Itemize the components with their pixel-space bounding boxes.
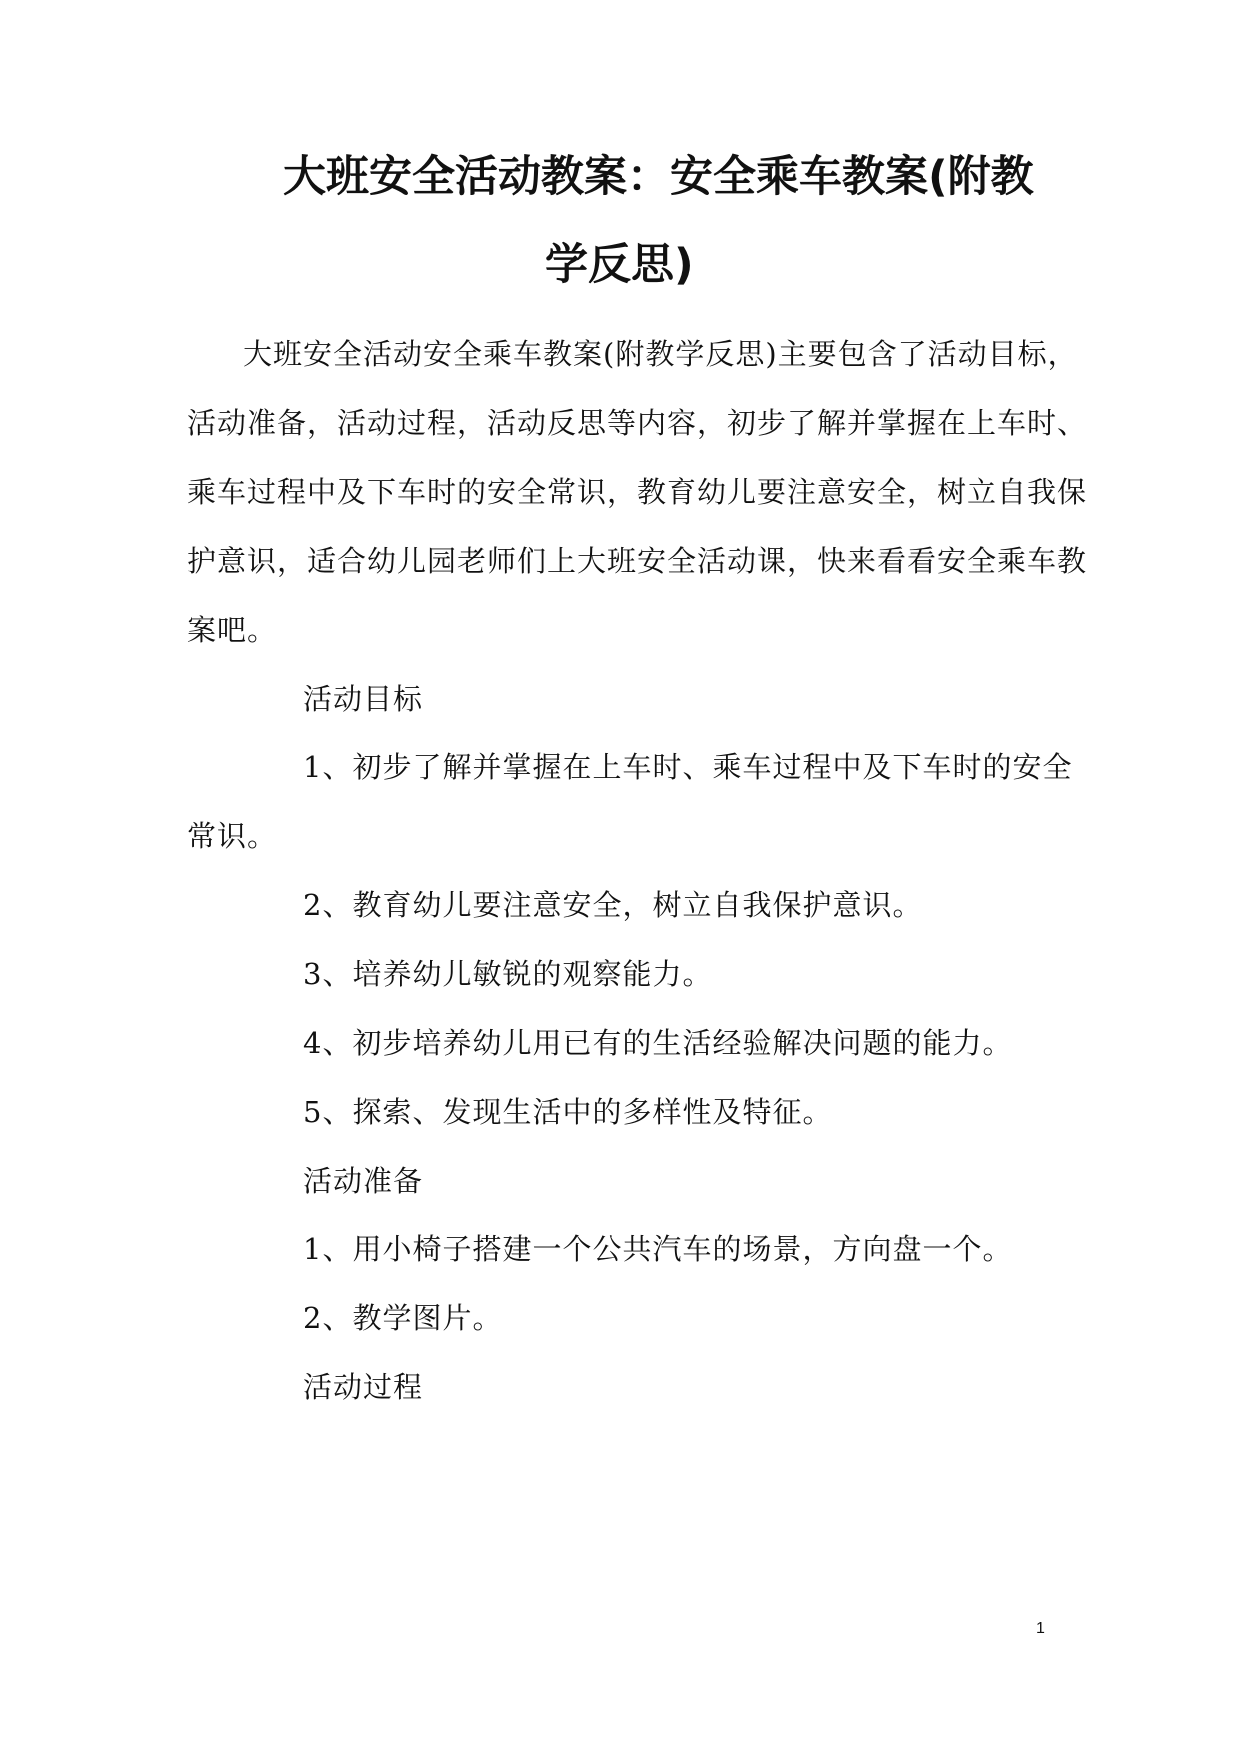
goals-heading: 活动目标 [303, 682, 424, 716]
page-number: 1 [1036, 1620, 1045, 1637]
document-title-line-2: 学反思) [545, 240, 694, 290]
prep-item-1: 1、用小椅子搭建一个公共汽车的场景，方向盘一个。 [303, 1232, 1013, 1266]
intro-line-4: 护意识，适合幼儿园老师们上大班安全活动课，快来看看安全乘车教 [187, 544, 1088, 578]
goal-item-4: 4、初步培养幼儿用已有的生活经验解决问题的能力。 [303, 1026, 1013, 1060]
prep-item-2: 2、教学图片。 [303, 1301, 503, 1335]
goal-item-1-line-1: 1、初步了解并掌握在上车时、乘车过程中及下车时的安全 [303, 750, 1073, 784]
intro-line-1: 大班安全活动安全乘车教案(附教学反思)主要包含了活动目标， [243, 337, 1078, 371]
document-title-line-1: 大班安全活动教案：安全乘车教案(附教 [283, 152, 1034, 202]
prep-heading: 活动准备 [303, 1164, 424, 1198]
intro-line-2: 活动准备，活动过程，活动反思等内容，初步了解并掌握在上车时、 [187, 406, 1088, 440]
process-heading: 活动过程 [303, 1370, 424, 1404]
goal-item-1-line-2: 常识。 [187, 819, 278, 853]
goal-item-3: 3、培养幼儿敏锐的观察能力。 [303, 957, 713, 991]
goal-item-5: 5、探索、发现生活中的多样性及特征。 [303, 1095, 833, 1129]
intro-line-3: 乘车过程中及下车时的安全常识，教育幼儿要注意安全，树立自我保 [187, 475, 1088, 509]
goal-item-2: 2、教育幼儿要注意安全，树立自我保护意识。 [303, 888, 923, 922]
intro-line-5: 案吧。 [187, 613, 278, 647]
